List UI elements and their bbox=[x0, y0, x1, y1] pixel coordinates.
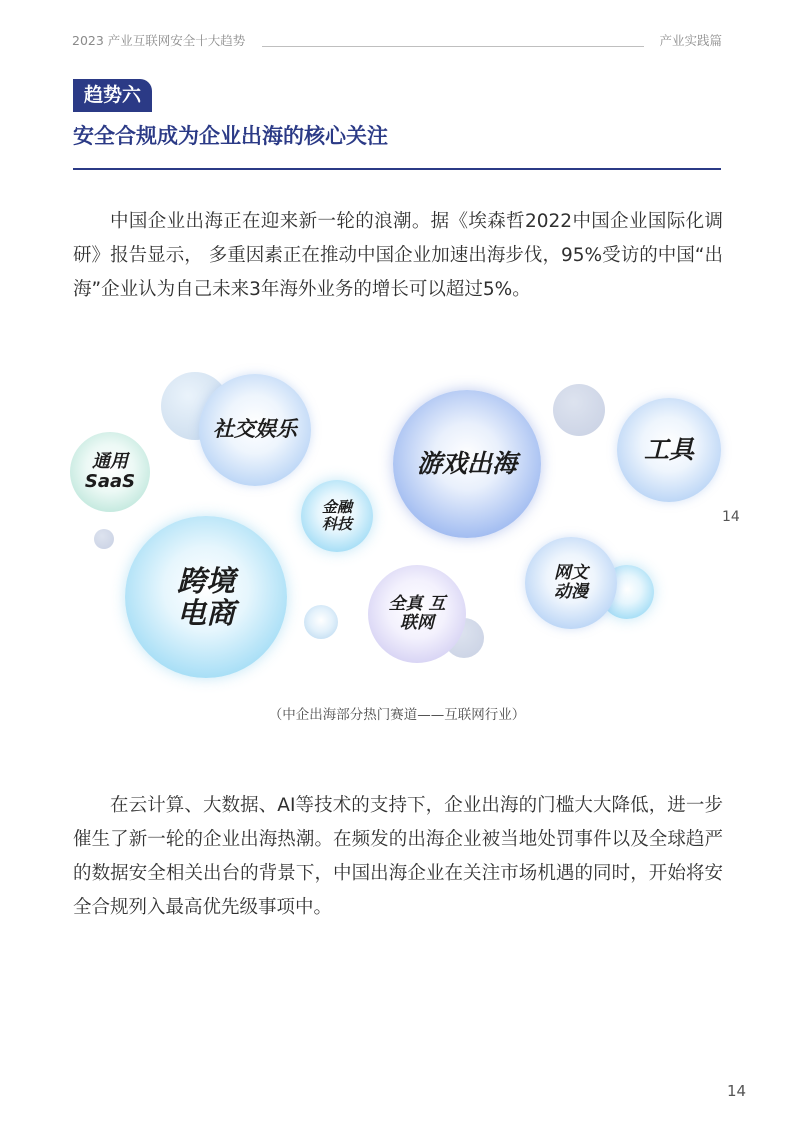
body-paragraph: 在云计算、大数据、AI等技术的支持下，企业出海的门槛大大降低，进一步催生了新一轮的企业出海热潮。在频发的出海企业被当地处罚事件以及全球趋严的数据安全相关出台的背景下，中国出海企业在关注市场机遇的同时，开始将安全合规列入最高优先级事项中。 bbox=[73, 795, 723, 918]
decor-circle bbox=[553, 384, 605, 436]
decor-circle bbox=[304, 605, 338, 639]
bubble-label: 全真 互联网 bbox=[388, 593, 446, 633]
header-divider bbox=[262, 46, 644, 47]
header-section: 产业实践篇 bbox=[659, 33, 722, 48]
title-divider bbox=[73, 168, 721, 170]
running-header bbox=[72, 31, 722, 51]
decor-circle bbox=[94, 529, 114, 549]
bubble-label: 通用 SaaS bbox=[84, 450, 136, 492]
bubble-social-entertainment bbox=[199, 374, 311, 486]
trend-badge: 趋势六 bbox=[73, 79, 152, 112]
bubble-fintech bbox=[301, 480, 373, 552]
bubble-label: 网文 动漫 bbox=[554, 562, 588, 602]
side-page-number: 14 bbox=[722, 509, 740, 525]
intro-paragraph: 中国企业出海正在迎来新一轮的浪潮。据《埃森哲2022中国企业国际化调研》报告显示， 多重因素正在推动中国企业加速出海步伐，95%受访的中国“出海”企业认为自己未来3年海外业务的增长可以超过5%。 bbox=[73, 211, 723, 300]
page-number: 14 bbox=[727, 1082, 747, 1100]
bubble-tools bbox=[617, 398, 721, 502]
bubble-label: 游戏出海 bbox=[416, 449, 517, 478]
header-doc-title: 2023 产业互联网安全十大趋势 bbox=[72, 33, 246, 48]
sector-bubble-chart bbox=[0, 360, 794, 690]
bubble-label: 跨境 电商 bbox=[176, 563, 235, 630]
trend-title: 安全合规成为企业出海的核心关注 bbox=[73, 124, 388, 148]
bubble-metaverse bbox=[368, 565, 466, 663]
bubble-label: 工具 bbox=[643, 435, 694, 464]
bubble-gaming bbox=[393, 390, 541, 538]
bubble-saas bbox=[70, 432, 150, 512]
bubble-label: 社交娱乐 bbox=[213, 417, 297, 442]
bubble-webnovel-anime bbox=[525, 537, 617, 629]
bubble-label: 金融 科技 bbox=[321, 498, 352, 533]
bubble-cross-border-ecommerce bbox=[125, 516, 287, 678]
figure-caption: （中企出海部分热门赛道——互联网行业） bbox=[268, 707, 526, 723]
